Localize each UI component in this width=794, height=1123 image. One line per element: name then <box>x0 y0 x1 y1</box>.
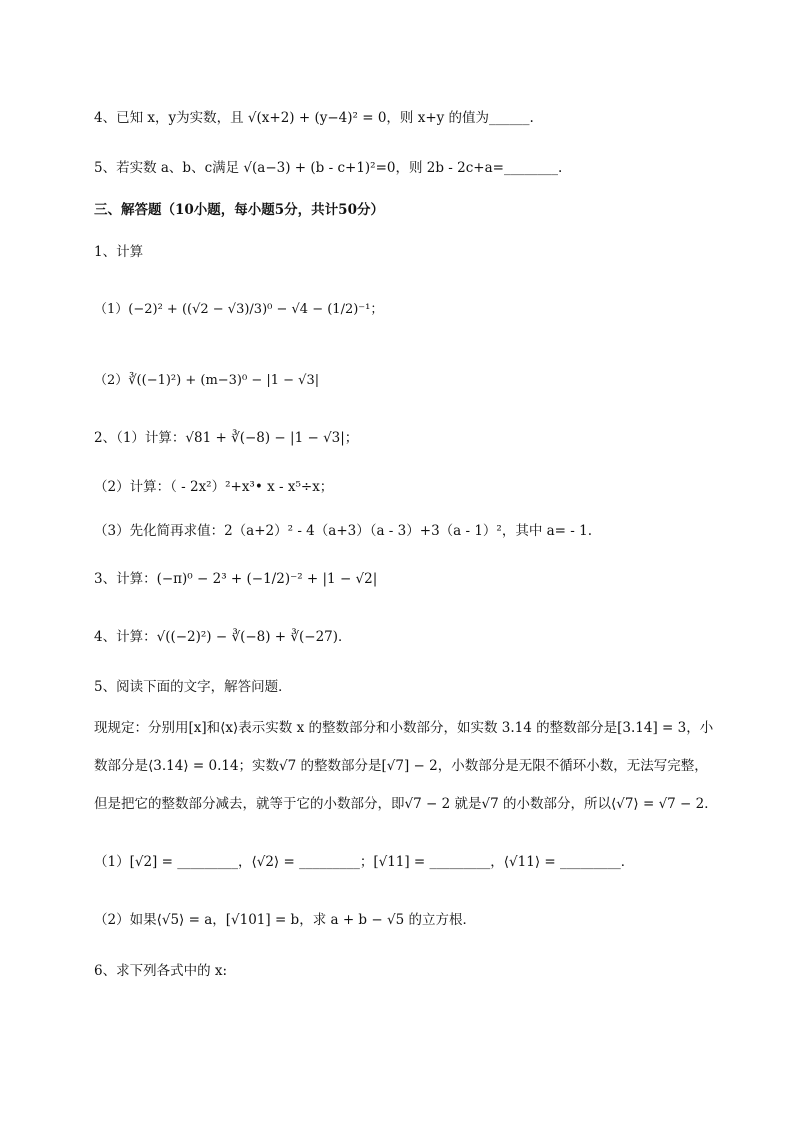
question-5-fill: 5、若实数 a、b、c满足 √(a−3) + (b - c+1)²=0，则 2b - 2c+a=________. <box>94 160 563 176</box>
question-1-title: 1、计算 <box>94 244 144 260</box>
question-4-fill: 4、已知 x，y为实数，且 √(x+2) + (y−4)² = 0，则 x+y 的值为______. <box>94 110 534 126</box>
question-3: 3、计算：(−π)⁰ − 2³ + (−1/2)⁻² + |1 − √2| <box>94 571 378 587</box>
reading-text-1: 现规定：分别用[x]和⟨x⟩表示实数 x 的整数部分和小数部分，如实数 3.14 的整数部分是[3.14] = 3，小 <box>94 720 714 736</box>
question-2-part-3: （3）先化简再求值：2（a+2）² - 4（a+3）（a - 3）+3（a - 1）²，其中 a= - 1. <box>94 523 593 539</box>
question-2-part-2: （2）计算：（ - 2x²）²+x³• x - x⁵÷x； <box>94 479 334 495</box>
question-5-part-1: （1）[√2] = _________，⟨√2⟩ = _________；[√11] = _________，⟨√11⟩ = _________． <box>94 854 635 870</box>
question-1-part-2: （2）∛((−1)²) + (m−3)⁰ − |1 − √3| <box>94 373 320 388</box>
question-1-part-1: （1）(−2)² + ((√2 − √3)/3)⁰ − √4 − (1/2)⁻¹； <box>94 302 384 317</box>
question-5-title: 5、阅读下面的文字，解答问题． <box>94 679 292 695</box>
question-6-title: 6、求下列各式中的 x: <box>94 963 228 979</box>
reading-text-3: 但是把它的整数部分减去，就等于它的小数部分，即√7 − 2 就是√7 的小数部分，所以⟨√7⟩ = √7 − 2． <box>94 796 718 812</box>
section-heading: 三、解答题（10小题，每小题5分，共计50分） <box>94 202 384 218</box>
question-4: 4、计算：√((−2)²) − ∛(−8) + ∛(−27)． <box>94 629 352 645</box>
reading-text-2: 数部分是⟨3.14⟩ = 0.14；实数√7 的整数部分是[√7] − 2，小数部分是无限不循环小数，无法写完整， <box>94 758 708 774</box>
question-5-part-2: （2）如果⟨√5⟩ = a，[√101] = b，求 a + b − √5 的立方根． <box>94 912 476 928</box>
question-2-part-1: 2、（1）计算：√81 + ∛(−8) − |1 − √3|； <box>94 430 359 446</box>
